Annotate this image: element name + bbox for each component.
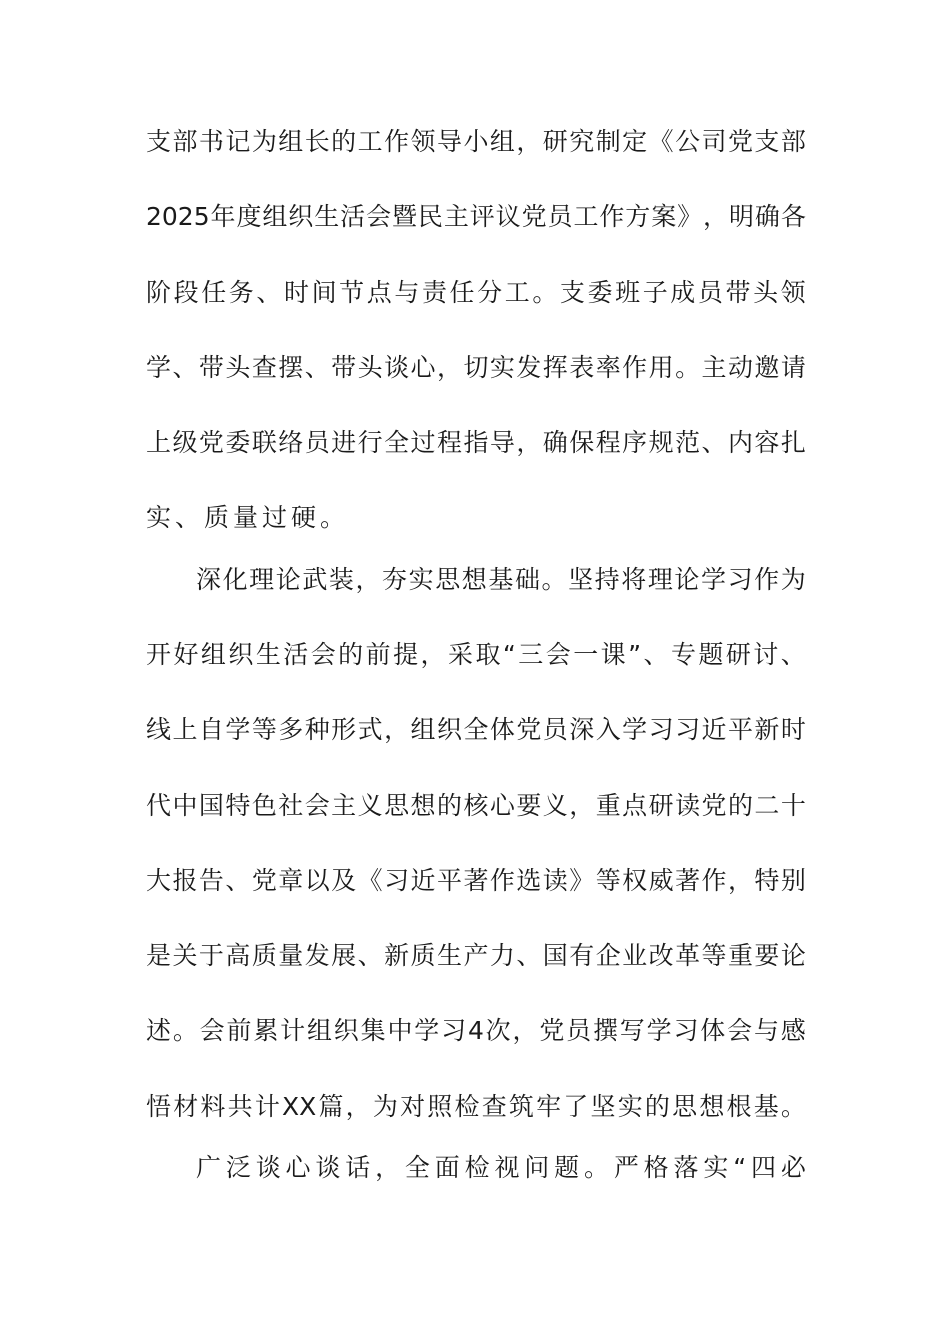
paragraph-2-line-1: 深 化 理 论 武 装 ， 夯 实 思 想 基 础 。 坚 持 将 理 论 学 习 作 为 xyxy=(196,565,806,594)
paragraph-1-line-5: 上 级 党 委 联 络 员 进 行 全 过 程 指 导 ， 确 保 程 序 规 范 、 内 容 扎 xyxy=(146,428,806,457)
paragraph-1-line-4: 学 、 带 头 查 摆 、 带 头 谈 心 ， 切 实 发 挥 表 率 作 用 。 主 动 邀 请 xyxy=(146,353,806,382)
paragraph-2-line-7: 述 。 会 前 累 计 组 织 集 中 学 习 4 次 ， 党 员 撰 写 学 习 体 会 与 感 xyxy=(146,1016,806,1045)
paragraph-2-line-2: 开 好 组 织 生 活 会 的 前 提 ， 采 取 “ 三 会 一 课 ” 、 专 题 研 讨 、 xyxy=(146,640,806,669)
paragraph-2-line-4: 代 中 国 特 色 社 会 主 义 思 想 的 核 心 要 义 ， 重 点 研 读 党 的 二 十 xyxy=(146,791,806,820)
paragraph-2-line-8: 悟 材 料 共 计 XX 篇 ， 为 对 照 检 查 筑 牢 了 坚 实 的 思 想 根 基 。 xyxy=(146,1092,806,1121)
paragraph-2-line-3: 线 上 自 学 等 多 种 形 式 ， 组 织 全 体 党 员 深 入 学 习 习 近 平 新 时 xyxy=(146,715,806,744)
paragraph-2-line-5: 大 报 告 、 党 章 以 及 《 习 近 平 著 作 选 读 》 等 权 威 著 作 ， 特 别 xyxy=(146,866,806,895)
paragraph-1-line-3: 阶 段 任 务 、 时 间 节 点 与 责 任 分 工 。 支 委 班 子 成 员 带 头 领 xyxy=(146,278,806,307)
paragraph-3-line-1: 广 泛 谈 心 谈 话 ， 全 面 检 视 问 题 。 严 格 落 实 “ 四 必 xyxy=(196,1153,806,1182)
paragraph-1-line-6: 实、质量过硬。 xyxy=(146,503,350,532)
paragraph-1-line-2: 2025 年 度 组 织 生 活 会 暨 民 主 评 议 党 员 工 作 方 案 》 ， 明 确 各 xyxy=(146,202,806,231)
paragraph-1-line-1: 支 部 书 记 为 组 长 的 工 作 领 导 小 组 ， 研 究 制 定 《 公 司 党 支 部 xyxy=(146,127,806,156)
paragraph-2-line-6: 是 关 于 高 质 量 发 展 、 新 质 生 产 力 、 国 有 企 业 改 革 等 重 要 论 xyxy=(146,941,806,970)
